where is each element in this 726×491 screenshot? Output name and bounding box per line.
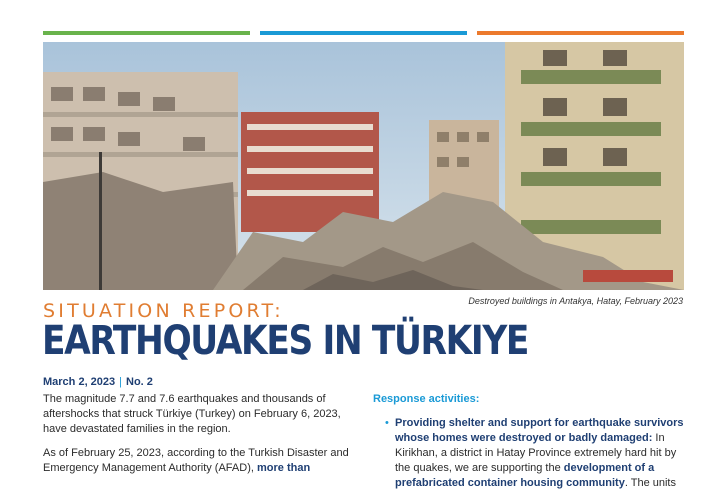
right-column (373, 392, 685, 491)
afad-highlight: more than (256, 462, 311, 474)
afad-text: As of February 25, 2023, according to the Turkish Disaster and Emergency Management Authority (AFAD), (43, 447, 349, 474)
left-column (43, 392, 355, 485)
response-heading: Response activities: (373, 393, 480, 405)
bullet-highlight-2: development of a prefabricated container housing community (395, 462, 655, 489)
orange-accent-bar (477, 31, 684, 35)
report-dateline (43, 376, 153, 388)
blue-accent-bar (260, 31, 467, 35)
photo-caption: Destroyed buildings in Antakya, Hatay, February 2023 (468, 296, 683, 306)
intro-paragraph: The magnitude 7.7 and 7.6 earthquakes and thousands of aftershocks that struck Türkiye (Turkey) on February 6, 2023, have devastated families in the region. (43, 393, 341, 435)
bullet-text-1: In Kirikhan, a district in Hatay Province extremely hard hit by the quakes, we are supporting the (395, 432, 677, 474)
bullet-icon: • (385, 417, 389, 429)
report-title: EARTHQUAKES IN TÜRKIYE (42, 318, 529, 364)
report-date: March 2, 2023 (43, 376, 116, 388)
destroyed-buildings-photo (43, 42, 684, 290)
bullet-highlight-1: Providing shelter and support for earthquake survivors whose homes were destroyed or badly damaged: (395, 417, 684, 444)
green-accent-bar (43, 31, 250, 35)
report-number: No. 2 (126, 376, 153, 388)
dateline-separator: | (119, 376, 123, 388)
report-kicker: SITUATION REPORT: (43, 300, 284, 322)
afad-paragraph (43, 446, 355, 476)
bullet-text-2: . The units (624, 477, 676, 489)
